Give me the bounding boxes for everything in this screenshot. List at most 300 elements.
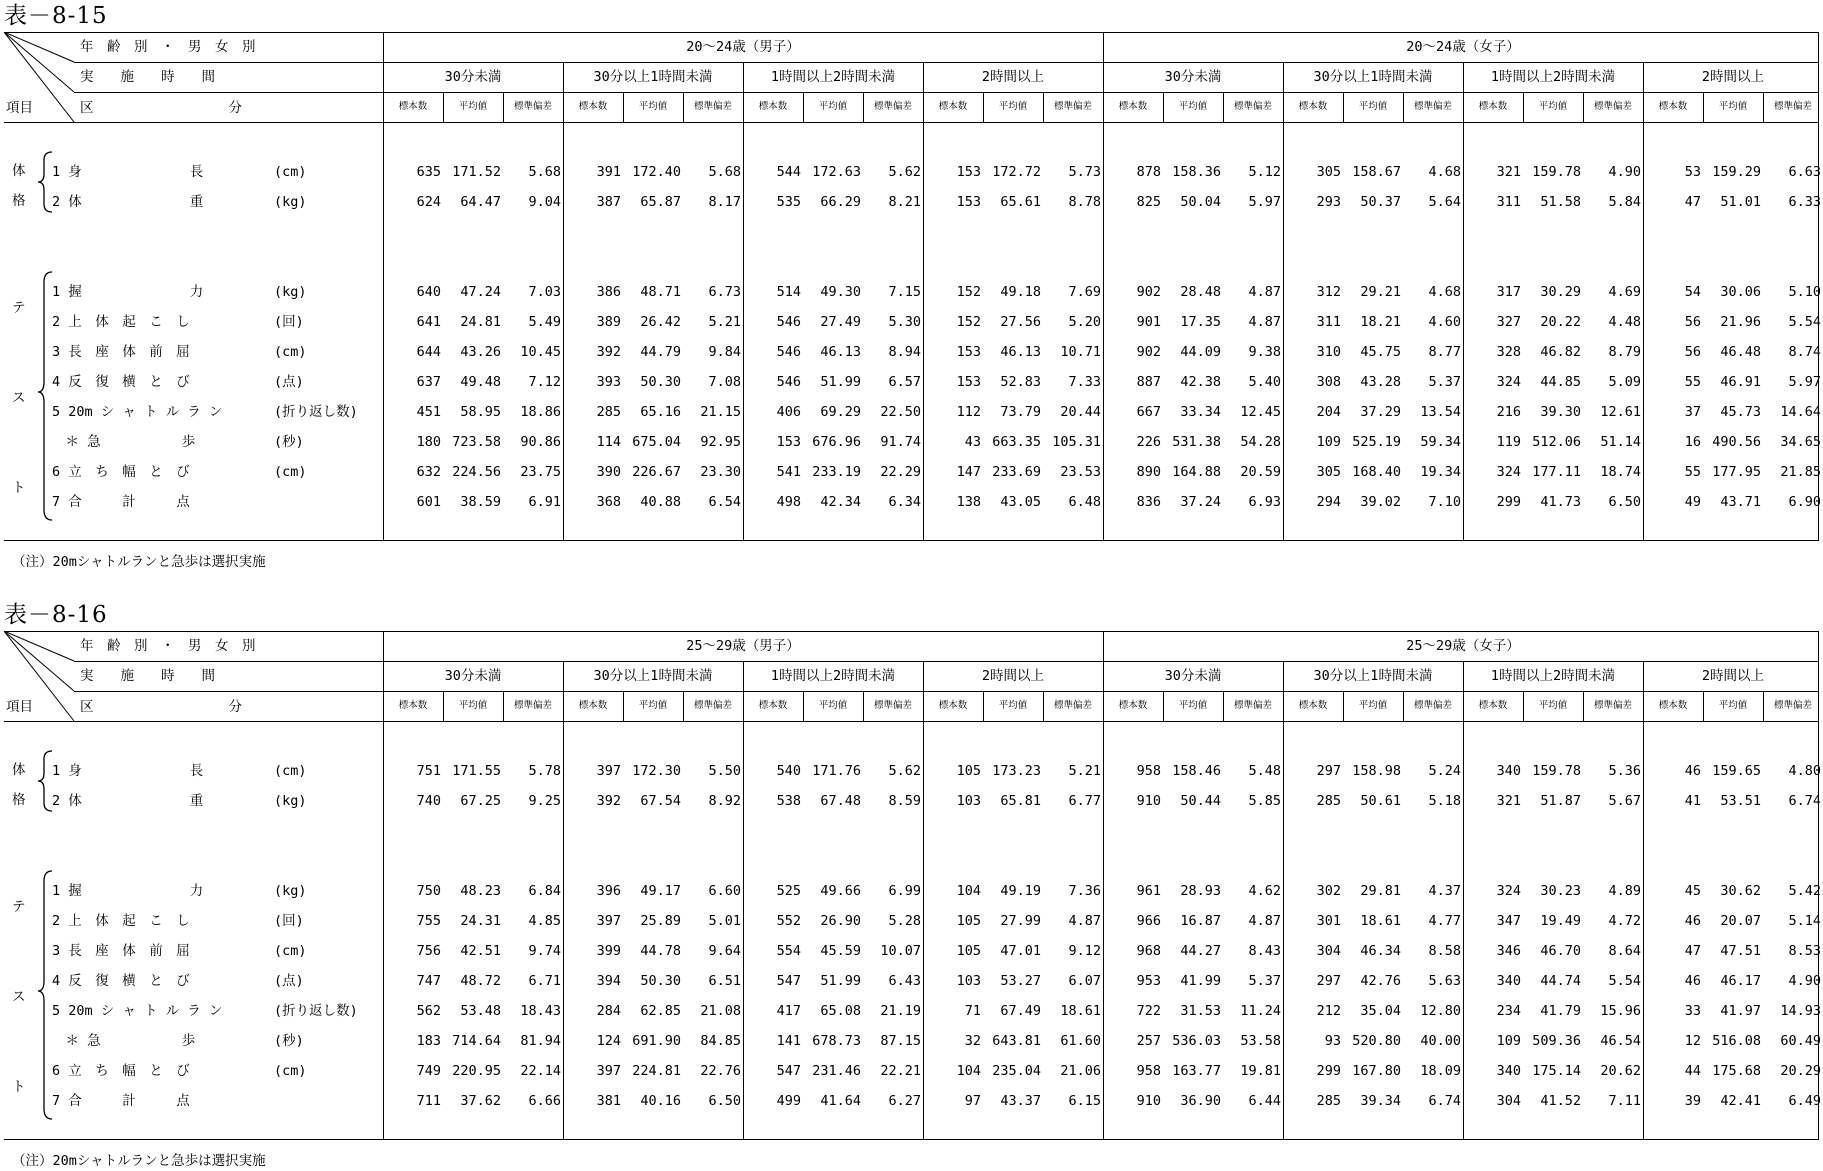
item-label: ＊ 急 歩 <box>52 434 196 450</box>
table-cell: 65.81 <box>1000 793 1041 809</box>
table-cell: 601 <box>416 494 441 510</box>
table-cell: 7.15 <box>888 284 921 300</box>
table-cell: 311 <box>1316 314 1341 330</box>
table-cell: 47.01 <box>1000 943 1041 959</box>
table-cell: 47.51 <box>1720 943 1761 959</box>
table-cell: 152 <box>956 314 981 330</box>
table-cell: 153 <box>956 194 981 210</box>
table-cell: 317 <box>1496 284 1521 300</box>
table-cell: 386 <box>596 284 621 300</box>
stat-header: 平均値 <box>1178 101 1208 112</box>
table-cell: 175.14 <box>1532 1063 1581 1079</box>
table-cell: 6.07 <box>1068 973 1101 989</box>
table-cell: 30.62 <box>1720 883 1761 899</box>
table-cell: 391 <box>596 164 621 180</box>
table-cell: 20.07 <box>1720 913 1761 929</box>
table-cell: 5.37 <box>1428 374 1461 390</box>
stat-header: 平均値 <box>1538 700 1568 711</box>
table-cell: 6.90 <box>1788 494 1821 510</box>
table-cell: 45.59 <box>820 943 861 959</box>
table-cell: 552 <box>776 913 801 929</box>
table-cell: 233.19 <box>812 464 861 480</box>
table-cell: 285 <box>1316 793 1341 809</box>
table-cell: 46.82 <box>1540 344 1581 360</box>
table-cell: 55 <box>1684 464 1701 480</box>
table-cell: 216 <box>1496 404 1521 420</box>
table-cell: 451 <box>416 404 441 420</box>
table-cell: 311 <box>1496 194 1521 210</box>
table-cell: 347 <box>1496 913 1521 929</box>
footnote: （注）20mシャトルランと急歩は選択実施 <box>12 1153 266 1169</box>
table-cell: 44.79 <box>640 344 681 360</box>
table-cell: 33 <box>1684 1003 1701 1019</box>
item-unit: (点) <box>274 374 304 390</box>
table-cell: 30.06 <box>1720 284 1761 300</box>
table-cell: 40.00 <box>1420 1033 1461 1049</box>
table-cell: 299 <box>1496 494 1521 510</box>
table-cell: 49.66 <box>820 883 861 899</box>
table-cell: 749 <box>416 1063 441 1079</box>
item-unit: (折り返し数) <box>274 1003 358 1019</box>
stat-header: 標準偏差 <box>1593 101 1633 112</box>
table-cell: 5.30 <box>888 314 921 330</box>
table-cell: 141 <box>776 1033 801 1049</box>
brace-taikaku <box>38 152 52 212</box>
table-cell: 153 <box>956 374 981 390</box>
table-cell: 887 <box>1136 374 1161 390</box>
table-cell: 535 <box>776 194 801 210</box>
table-cell: 644 <box>416 344 441 360</box>
stat-header: 標本数 <box>1118 700 1148 711</box>
table-cell: 381 <box>596 1093 621 1109</box>
table-cell: 340 <box>1496 763 1521 779</box>
stat-header: 平均値 <box>638 700 668 711</box>
table-cell: 4.80 <box>1788 763 1821 779</box>
time-group-header: 1時間以上2時間未満 <box>1490 69 1616 85</box>
table-cell: 42.41 <box>1720 1093 1761 1109</box>
item-label: 6 立 ち 幅 と び <box>52 464 190 480</box>
table-cell: 50.44 <box>1180 793 1221 809</box>
table-cell: 5.64 <box>1428 194 1461 210</box>
table-cell: 389 <box>596 314 621 330</box>
table-cell: 406 <box>776 404 801 420</box>
table-cell: 56 <box>1684 344 1701 360</box>
table-cell: 8.78 <box>1068 194 1101 210</box>
table-cell: 172.72 <box>992 164 1041 180</box>
table-cell: 65.08 <box>820 1003 861 1019</box>
table-cell: 16 <box>1684 434 1701 450</box>
table-cell: 499 <box>776 1093 801 1109</box>
category-label-su: ス <box>12 390 26 406</box>
table-cell: 417 <box>776 1003 801 1019</box>
table-cell: 119 <box>1496 434 1521 450</box>
table-cell: 722 <box>1136 1003 1161 1019</box>
exec-time-label: 実 施 時 間 <box>80 668 215 684</box>
table-cell: 387 <box>596 194 621 210</box>
stat-header: 標本数 <box>1658 700 1688 711</box>
table-cell: 4.68 <box>1428 164 1461 180</box>
table-cell: 520.80 <box>1352 1033 1401 1049</box>
table-cell: 10.71 <box>1060 344 1101 360</box>
table-cell: 4.87 <box>1248 913 1281 929</box>
table-cell: 43.37 <box>1000 1093 1041 1109</box>
table-cell: 37.29 <box>1360 404 1401 420</box>
table-cell: 540 <box>776 763 801 779</box>
table-cell: 48.71 <box>640 284 681 300</box>
table-cell: 22.29 <box>880 464 921 480</box>
table-cell: 901 <box>1136 314 1161 330</box>
table-cell: 305 <box>1316 164 1341 180</box>
table-cell: 104 <box>956 883 981 899</box>
item-unit: (折り返し数) <box>274 404 358 420</box>
table-cell: 45.75 <box>1360 344 1401 360</box>
kubun-label: 区 分 <box>80 699 242 715</box>
table-cell: 6.74 <box>1788 793 1821 809</box>
table-cell: 5.50 <box>708 763 741 779</box>
koumoku-label: 項目 <box>6 100 33 116</box>
table-cell: 152 <box>956 284 981 300</box>
table-cell: 756 <box>416 943 441 959</box>
table-cell: 21.15 <box>700 404 741 420</box>
table-cell: 4.89 <box>1608 883 1641 899</box>
item-unit: (cm) <box>274 943 307 959</box>
table-cell: 159.65 <box>1712 763 1761 779</box>
table-cell: 19.34 <box>1420 464 1461 480</box>
time-group-header: 30分未満 <box>1164 668 1222 684</box>
table-cell: 46.34 <box>1360 943 1401 959</box>
table-cell: 39.02 <box>1360 494 1401 510</box>
table-cell: 164.88 <box>1172 464 1221 480</box>
table-cell: 46.91 <box>1720 374 1761 390</box>
table-cell: 22.21 <box>880 1063 921 1079</box>
table-cell: 49.17 <box>640 883 681 899</box>
table-cell: 6.71 <box>528 973 561 989</box>
table-cell: 21.85 <box>1780 464 1821 480</box>
table-cell: 30.23 <box>1540 883 1581 899</box>
table-cell: 740 <box>416 793 441 809</box>
table-cell: 321 <box>1496 793 1521 809</box>
table-cell: 16.87 <box>1180 913 1221 929</box>
table-cell: 26.90 <box>820 913 861 929</box>
table-cell: 257 <box>1136 1033 1161 1049</box>
item-label: 2 上 体 起 こ し <box>52 913 190 929</box>
table-cell: 675.04 <box>632 434 681 450</box>
stat-header: 標本数 <box>578 700 608 711</box>
table-cell: 5.01 <box>708 913 741 929</box>
table-cell: 18.86 <box>520 404 561 420</box>
time-group-header: 2時間以上 <box>981 668 1045 684</box>
table-cell: 53.58 <box>1240 1033 1281 1049</box>
stat-header: 平均値 <box>818 101 848 112</box>
table-cell: 37 <box>1684 404 1701 420</box>
stat-header: 平均値 <box>818 700 848 711</box>
table-cell: 8.58 <box>1428 943 1461 959</box>
table-cell: 285 <box>1316 1093 1341 1109</box>
table-cell: 43 <box>964 434 981 450</box>
table-cell: 18.43 <box>520 1003 561 1019</box>
table-cell: 67.54 <box>640 793 681 809</box>
table-cell: 104 <box>956 1063 981 1079</box>
brace-taikaku <box>38 751 52 811</box>
table-cell: 171.52 <box>452 164 501 180</box>
table-cell: 538 <box>776 793 801 809</box>
stat-header: 標本数 <box>1478 101 1508 112</box>
table-cell: 392 <box>596 344 621 360</box>
table-cell: 224.81 <box>632 1063 681 1079</box>
table-cell: 328 <box>1496 344 1521 360</box>
table-cell: 65.16 <box>640 404 681 420</box>
table-cell: 5.21 <box>1068 763 1101 779</box>
table-cell: 6.93 <box>1248 494 1281 510</box>
table-cell: 301 <box>1316 913 1341 929</box>
table-cell: 324 <box>1496 883 1521 899</box>
item-unit: (点) <box>274 973 304 989</box>
table-cell: 514 <box>776 284 801 300</box>
table-cell: 172.30 <box>632 763 681 779</box>
table-cell: 81.94 <box>520 1033 561 1049</box>
table-cell: 43.26 <box>460 344 501 360</box>
table-cell: 5.62 <box>888 164 921 180</box>
table-cell: 17.35 <box>1180 314 1221 330</box>
table-cell: 6.74 <box>1428 1093 1461 1109</box>
corner-diagonal-line <box>4 32 74 62</box>
footnote: （注）20mシャトルランと急歩は選択実施 <box>12 554 266 570</box>
table-cell: 93 <box>1324 1033 1341 1049</box>
table-cell: 4.85 <box>528 913 561 929</box>
table-cell: 4.62 <box>1248 883 1281 899</box>
table-cell: 49.18 <box>1000 284 1041 300</box>
item-unit: (cm) <box>274 1063 307 1079</box>
female-age-header: 20～24歳（女子） <box>1406 39 1520 55</box>
table-cell: 4.87 <box>1248 314 1281 330</box>
table-cell: 153 <box>956 164 981 180</box>
table-cell: 878 <box>1136 164 1161 180</box>
table-cell: 498 <box>776 494 801 510</box>
table-cell: 138 <box>956 494 981 510</box>
table-cell: 35.04 <box>1360 1003 1401 1019</box>
time-group-header: 30分以上1時間未満 <box>593 69 713 85</box>
table-cell: 20.44 <box>1060 404 1101 420</box>
table-cell: 97 <box>964 1093 981 1109</box>
table-cell: 5.37 <box>1248 973 1281 989</box>
table-cell: 21.08 <box>700 1003 741 1019</box>
table-cell: 40.88 <box>640 494 681 510</box>
table-cell: 87.15 <box>880 1033 921 1049</box>
table-cell: 6.51 <box>708 973 741 989</box>
table-cell: 69.29 <box>820 404 861 420</box>
time-group-header: 30分未満 <box>1164 69 1222 85</box>
stat-header: 平均値 <box>998 700 1028 711</box>
table-cell: 114 <box>596 434 621 450</box>
table-cell: 46 <box>1684 973 1701 989</box>
table-cell: 66.29 <box>820 194 861 210</box>
table-cell: 5.36 <box>1608 763 1641 779</box>
table-cell: 31.53 <box>1180 1003 1221 1019</box>
table-cell: 13.54 <box>1420 404 1461 420</box>
table-cell: 58.95 <box>460 404 501 420</box>
table-cell: 41 <box>1684 793 1701 809</box>
table-cell: 147 <box>956 464 981 480</box>
table-cell: 73.79 <box>1000 404 1041 420</box>
table-cell: 51.87 <box>1540 793 1581 809</box>
table-cell: 12.80 <box>1420 1003 1461 1019</box>
table-cell: 6.99 <box>888 883 921 899</box>
table-cell: 5.40 <box>1248 374 1281 390</box>
item-unit: (kg) <box>274 793 307 809</box>
table-cell: 53 <box>1684 164 1701 180</box>
stat-header: 標準偏差 <box>1593 700 1633 711</box>
table-cell: 44.09 <box>1180 344 1221 360</box>
table-cell: 8.53 <box>1788 943 1821 959</box>
table-cell: 5.68 <box>528 164 561 180</box>
table-cell: 6.84 <box>528 883 561 899</box>
table-cell: 691.90 <box>632 1033 681 1049</box>
table-cell: 172.63 <box>812 164 861 180</box>
table-cell: 6.54 <box>708 494 741 510</box>
table-cell: 8.64 <box>1608 943 1641 959</box>
item-unit: (回) <box>274 913 304 929</box>
table-block-8-15 <box>4 2 1819 572</box>
table-cell: 42.51 <box>460 943 501 959</box>
table-cell: 39 <box>1684 1093 1701 1109</box>
table-cell: 5.67 <box>1608 793 1641 809</box>
table-cell: 46.17 <box>1720 973 1761 989</box>
stat-header: 標準偏差 <box>1233 700 1273 711</box>
table-cell: 19.49 <box>1540 913 1581 929</box>
table-cell: 9.04 <box>528 194 561 210</box>
item-label: ＊ 急 歩 <box>52 1033 196 1049</box>
table-cell: 5.24 <box>1428 763 1461 779</box>
stat-header: 標本数 <box>398 700 428 711</box>
table-cell: 21.19 <box>880 1003 921 1019</box>
table-cell: 547 <box>776 973 801 989</box>
table-cell: 14.93 <box>1780 1003 1821 1019</box>
table-cell: 4.77 <box>1428 913 1461 929</box>
table-cell: 5.85 <box>1248 793 1281 809</box>
item-label: 7 合 計 点 <box>52 494 190 510</box>
exec-time-label: 実 施 時 間 <box>80 69 215 85</box>
table-cell: 12 <box>1684 1033 1701 1049</box>
table-cell: 5.78 <box>528 763 561 779</box>
table-cell: 42.34 <box>820 494 861 510</box>
table-cell: 12.45 <box>1240 404 1281 420</box>
table-cell: 231.46 <box>812 1063 861 1079</box>
table-cell: 297 <box>1316 763 1341 779</box>
table-cell: 321 <box>1496 164 1521 180</box>
stat-header: 標本数 <box>1298 700 1328 711</box>
stat-header: 平均値 <box>1358 101 1388 112</box>
table-cell: 8.92 <box>708 793 741 809</box>
table-cell: 751 <box>416 763 441 779</box>
table-cell: 531.38 <box>1172 434 1221 450</box>
table-cell: 15.96 <box>1600 1003 1641 1019</box>
table-block-8-16 <box>4 601 1819 1171</box>
table-cell: 41.79 <box>1540 1003 1581 1019</box>
table-cell: 34.65 <box>1780 434 1821 450</box>
table-cell: 9.38 <box>1248 344 1281 360</box>
table-cell: 171.76 <box>812 763 861 779</box>
male-age-header: 25～29歳（男子） <box>686 638 800 654</box>
table-cell: 105 <box>956 763 981 779</box>
table-cell: 18.61 <box>1360 913 1401 929</box>
table-cell: 46 <box>1684 763 1701 779</box>
table-cell: 308 <box>1316 374 1341 390</box>
time-group-header: 30分未満 <box>444 69 502 85</box>
table-cell: 397 <box>596 913 621 929</box>
table-cell: 394 <box>596 973 621 989</box>
table-cell: 43.71 <box>1720 494 1761 510</box>
table-cell: 46.70 <box>1540 943 1581 959</box>
table-cell: 235.04 <box>992 1063 1041 1079</box>
table-cell: 5.18 <box>1428 793 1461 809</box>
table-cell: 42.76 <box>1360 973 1401 989</box>
table-cell: 910 <box>1136 1093 1161 1109</box>
table-cell: 547 <box>776 1063 801 1079</box>
table-cell: 28.93 <box>1180 883 1221 899</box>
table-cell: 159.29 <box>1712 164 1761 180</box>
table-cell: 172.40 <box>632 164 681 180</box>
table-cell: 324 <box>1496 464 1521 480</box>
table-cell: 5.73 <box>1068 164 1101 180</box>
table-cell: 109 <box>1496 1033 1521 1049</box>
table-cell: 6.43 <box>888 973 921 989</box>
item-unit: (cm) <box>274 164 307 180</box>
table-cell: 7.33 <box>1068 374 1101 390</box>
table-cell: 310 <box>1316 344 1341 360</box>
table-cell: 44.85 <box>1540 374 1581 390</box>
table-cell: 48.72 <box>460 973 501 989</box>
stat-header: 標準偏差 <box>873 700 913 711</box>
table-cell: 5.49 <box>528 314 561 330</box>
time-group-header: 30分以上1時間未満 <box>1313 69 1433 85</box>
table-cell: 25.89 <box>640 913 681 929</box>
table-cell: 490.56 <box>1712 434 1761 450</box>
table-cell: 554 <box>776 943 801 959</box>
table-cell: 49 <box>1684 494 1701 510</box>
item-label: 5 20m シ ャ ト ル ラ ン <box>52 1003 223 1019</box>
table-cell: 4.72 <box>1608 913 1641 929</box>
table-cell: 22.14 <box>520 1063 561 1079</box>
time-group-header: 1時間以上2時間未満 <box>770 69 896 85</box>
table-cell: 44.74 <box>1540 973 1581 989</box>
table-cell: 46.13 <box>820 344 861 360</box>
table-cell: 158.46 <box>1172 763 1221 779</box>
table-cell: 47 <box>1684 943 1701 959</box>
table-cell: 224.56 <box>452 464 501 480</box>
table-cell: 890 <box>1136 464 1161 480</box>
category-label-tai: 体 <box>12 163 26 179</box>
table-cell: 368 <box>596 494 621 510</box>
table-cell: 6.50 <box>1608 494 1641 510</box>
table-cell: 285 <box>596 404 621 420</box>
table-cell: 41.64 <box>820 1093 861 1109</box>
table-cell: 183 <box>416 1033 441 1049</box>
table-cell: 159.78 <box>1532 164 1581 180</box>
table-cell: 5.12 <box>1248 164 1281 180</box>
table-cell: 124 <box>596 1033 621 1049</box>
item-label: 2 体 重 <box>52 793 204 809</box>
stat-header: 平均値 <box>1538 101 1568 112</box>
table-cell: 509.36 <box>1532 1033 1581 1049</box>
table-cell: 18.21 <box>1360 314 1401 330</box>
table-cell: 109 <box>1316 434 1341 450</box>
table-cell: 399 <box>596 943 621 959</box>
table-cell: 516.08 <box>1712 1033 1761 1049</box>
age-sex-label: 年 齢 別 ・ 男 女 別 <box>80 39 256 55</box>
table-cell: 525.19 <box>1352 434 1401 450</box>
stat-header: 平均値 <box>458 101 488 112</box>
table-cell: 8.59 <box>888 793 921 809</box>
